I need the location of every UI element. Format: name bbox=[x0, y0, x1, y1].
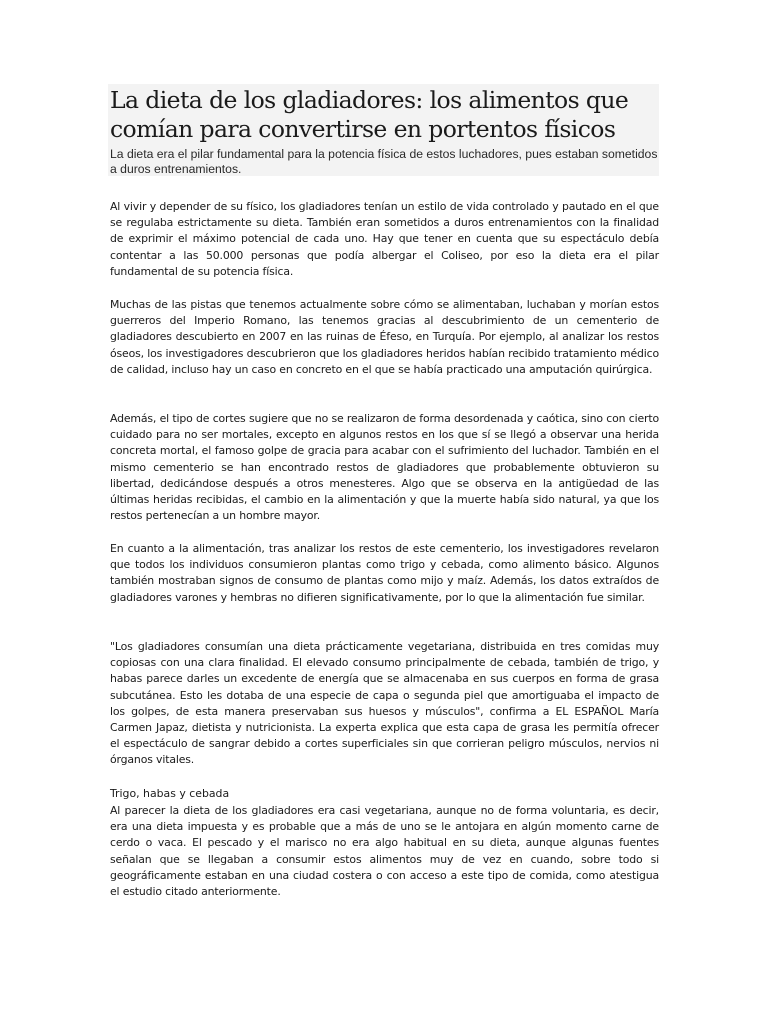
article-title: La dieta de los gladiadores: los alimentos que comían para convertirse en portentos físicos bbox=[110, 86, 629, 143]
section-heading: Trigo, habas y cebada bbox=[110, 787, 230, 800]
paragraph: En cuanto a la alimentación, tras analizar los restos de este cementerio, los investigadores revelaron que todos los individuos consumieron plantas como trigo y cebada, como alimento básico. Algunos también mostraban signos de consumo de plantas como mijo y maíz. Además, los datos extraídos de gladiadores varones y hembras no difieren significativamente, por lo que la alimentación fue similar. bbox=[110, 542, 659, 604]
article-subtitle: La dieta era el pilar fundamental para la potencia física de estos luchadores, pues estaban sometidos a duros entrenamientos. bbox=[110, 147, 658, 176]
paragraph: Muchas de las pistas que tenemos actualmente sobre cómo se alimentaban, luchaban y morían estos guerreros del Imperio Romano, las tenemos gracias al descubrimiento de un cementerio de gladiadores descubierto en 2007 en las ruinas de Éfeso, en Turquía. Por ejemplo, al analizar los restos óseos, los investigadores descubrieron que los gladiadores heridos habían recibido tratamiento médico de calidad, incluso hay un caso en concreto en el que se había practicado una amputación quirúrgica. bbox=[110, 298, 659, 376]
paragraph-quote: "Los gladiadores consumían una dieta prácticamente vegetariana, distribuida en tres comidas muy copiosas con una clara finalidad. El elevado consumo principalmente de cebada, también de trigo, y habas parece darles un excedente de energía que se almacenaba en sus cuerpos en forma de grasa subcutánea. Esto les dotaba de una especie de capa o segunda piel que amortiguaba el impacto de los golpes, de esta manera preservaban sus huesos y músculos", confirma a EL ESPAÑOL María Carmen Japaz, dietista y nutricionista. La experta explica que esta capa de grasa les permitía ofrecer el espectáculo de sangrar debido a cortes superficiales sin que corrieran peligro músculos, nervios ni órganos vitales. bbox=[110, 640, 659, 767]
paragraph: Además, el tipo de cortes sugiere que no se realizaron de forma desordenada y caótica, sino con cierto cuidado para no ser mortales, excepto en algunos restos en los que sí se llegó a observar una herida concreta mortal, el famoso golpe de gracia para acabar con el sufrimiento del luchador. También en el mismo cementerio se han encontrado restos de gladiadores que probablemente obtuvieron su libertad, dedicándose después a otros menesteres. Algo que se observa en la antigüedad de las últimas heridas recibidas, el cambio en la alimentación y que la muerte había sido natural, ya que los restos pertenecían a un hombre mayor. bbox=[110, 412, 659, 523]
paragraph: Al vivir y depender de su físico, los gladiadores tenían un estilo de vida controlado y pautado en el que se regulaba estrictamente su dieta. También eran sometidos a duros entrenamientos con la finalidad de exprimir el máximo potencial de cada uno. Hay que tener en cuenta que su espectáculo debía contentar a las 50.000 personas que podía albergar el Coliseo, por eso la dieta era el pilar fundamental de su potencia física. bbox=[110, 200, 659, 278]
section-paragraph: Al parecer la dieta de los gladiadores era casi vegetariana, aunque no de forma voluntaria, es decir, era una dieta impuesta y es probable que a más de uno se le antojara en algún momento carne de cerdo o vaca. El pescado y el marisco no era algo habitual en su dieta, aunque algunas fuentes señalan que se llegaban a consumir estos alimentos muy de vez en cuando, sobre todo si geográficamente estaban en una ciudad costera o con acceso a este tipo de comida, como atestigua el estudio citado anteriormente. bbox=[110, 804, 659, 899]
